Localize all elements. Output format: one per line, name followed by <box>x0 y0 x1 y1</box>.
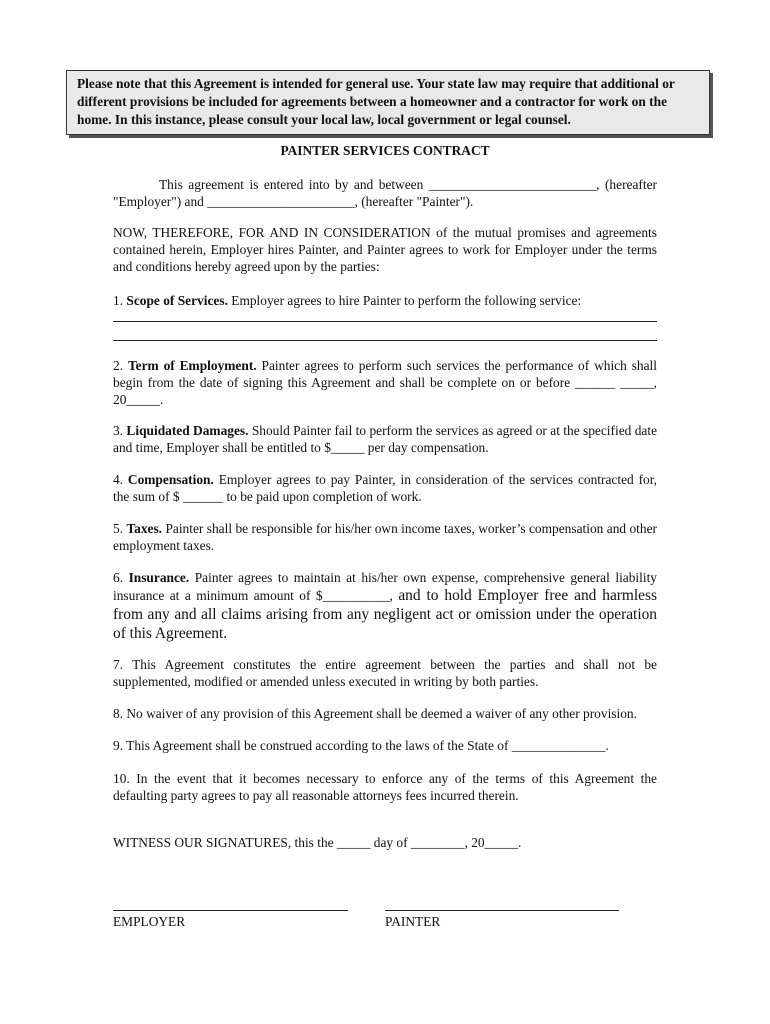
section-1-text: Employer agrees to hire Painter to perform the following service: <box>227 293 582 308</box>
section-5-text: Painter shall be responsible for his/her own income taxes, worker’s compensation and other employment taxes. <box>113 521 657 553</box>
section-4-number: 4. <box>113 472 128 487</box>
section-6-text-a: Painter agrees to maintain at his/her own expense, comprehensive general liability insurance at a minimum amount of $__________, <box>113 570 657 603</box>
section-6-heading: Insurance. <box>128 570 190 585</box>
section-7-entire-agreement: 7. This Agreement constitutes the entire agreement between the parties and shall not be supplemented, modified or amended unless executed in writing by both parties. <box>113 657 657 689</box>
scope-blank-line-1 <box>113 321 657 322</box>
contract-title: PAINTER SERVICES CONTRACT <box>280 143 490 158</box>
section-6-text-b: and to hold Employer free and harmless from any and all claims arising from any negligent act or omission under the operation of this Agreement. <box>113 587 657 642</box>
section-2-text: Painter agrees to perform such services the performance of which shall begin from the date of signing this Agreement and shall be complete on or before ______ _____, 20_____. <box>113 358 657 407</box>
section-4-heading: Compensation. <box>127 472 214 487</box>
painter-label: PAINTER <box>385 914 441 929</box>
witness-line: WITNESS OUR SIGNATURES, this the _____ day of ________, 20_____. <box>113 835 522 850</box>
section-1-heading: Scope of Services. <box>126 293 228 308</box>
section-3-heading: Liquidated Damages. <box>126 423 249 438</box>
section-10-attorneys-fees: 10. In the event that it becomes necessary to enforce any of the terms of this Agreement the defaulting party agrees to pay all reasonable attorneys fees incurred therein. <box>113 771 657 803</box>
section-5-taxes <box>113 520 657 554</box>
section-2-term <box>113 357 657 408</box>
section-6-number: 6. <box>113 570 129 585</box>
section-4-text: Employer agrees to pay Painter, in consideration of the services contracted for, the sum of $ ______ to be paid upon completion of work. <box>113 472 657 504</box>
section-1-number: 1. <box>113 293 127 308</box>
consideration-paragraph: NOW, THEREFORE, FOR AND IN CONSIDERATION of the mutual promises and agreements contained herein, Employer hires Painter, and Painter agrees to work for Employer under the terms and conditions hereby agreed upon by the parties: <box>113 225 657 274</box>
section-2-heading: Term of Employment. <box>127 358 257 373</box>
section-2-number: 2. <box>113 358 128 373</box>
employer-label: EMPLOYER <box>113 914 186 929</box>
section-9-governing-law: 9. This Agreement shall be construed according to the laws of the State of ______________. <box>113 738 609 753</box>
section-5-heading: Taxes. <box>126 521 163 536</box>
section-3-damages <box>113 422 657 456</box>
section-5-number: 5. <box>113 521 127 536</box>
painter-signature-line <box>385 910 619 911</box>
section-4-compensation <box>113 471 657 505</box>
section-6-insurance <box>113 569 657 643</box>
employer-signature-line <box>113 910 348 911</box>
general-use-notice <box>66 70 710 135</box>
intro-paragraph: This agreement is entered into by and between _________________________, (hereafter "Employer") and ______________________, (hereafter "Painter"). <box>113 177 657 209</box>
section-8-waiver: 8. No waiver of any provision of this Agreement shall be deemed a waiver of any other provision. <box>113 706 637 721</box>
scope-blank-line-2 <box>113 340 657 341</box>
section-3-number: 3. <box>113 423 127 438</box>
section-1-scope <box>113 292 657 309</box>
section-3-text: Should Painter fail to perform the services as agreed or at the specified date and time, Employer shall be entitled to $_____ per day compensation. <box>113 423 658 455</box>
notice-text: Please note that this Agreement is intended for general use. Your state law may require that additional or different provisions be included for agreements between a homeowner and a contractor for work on the home. In this instance, please consult your local law, local government or legal counsel. <box>77 76 675 127</box>
